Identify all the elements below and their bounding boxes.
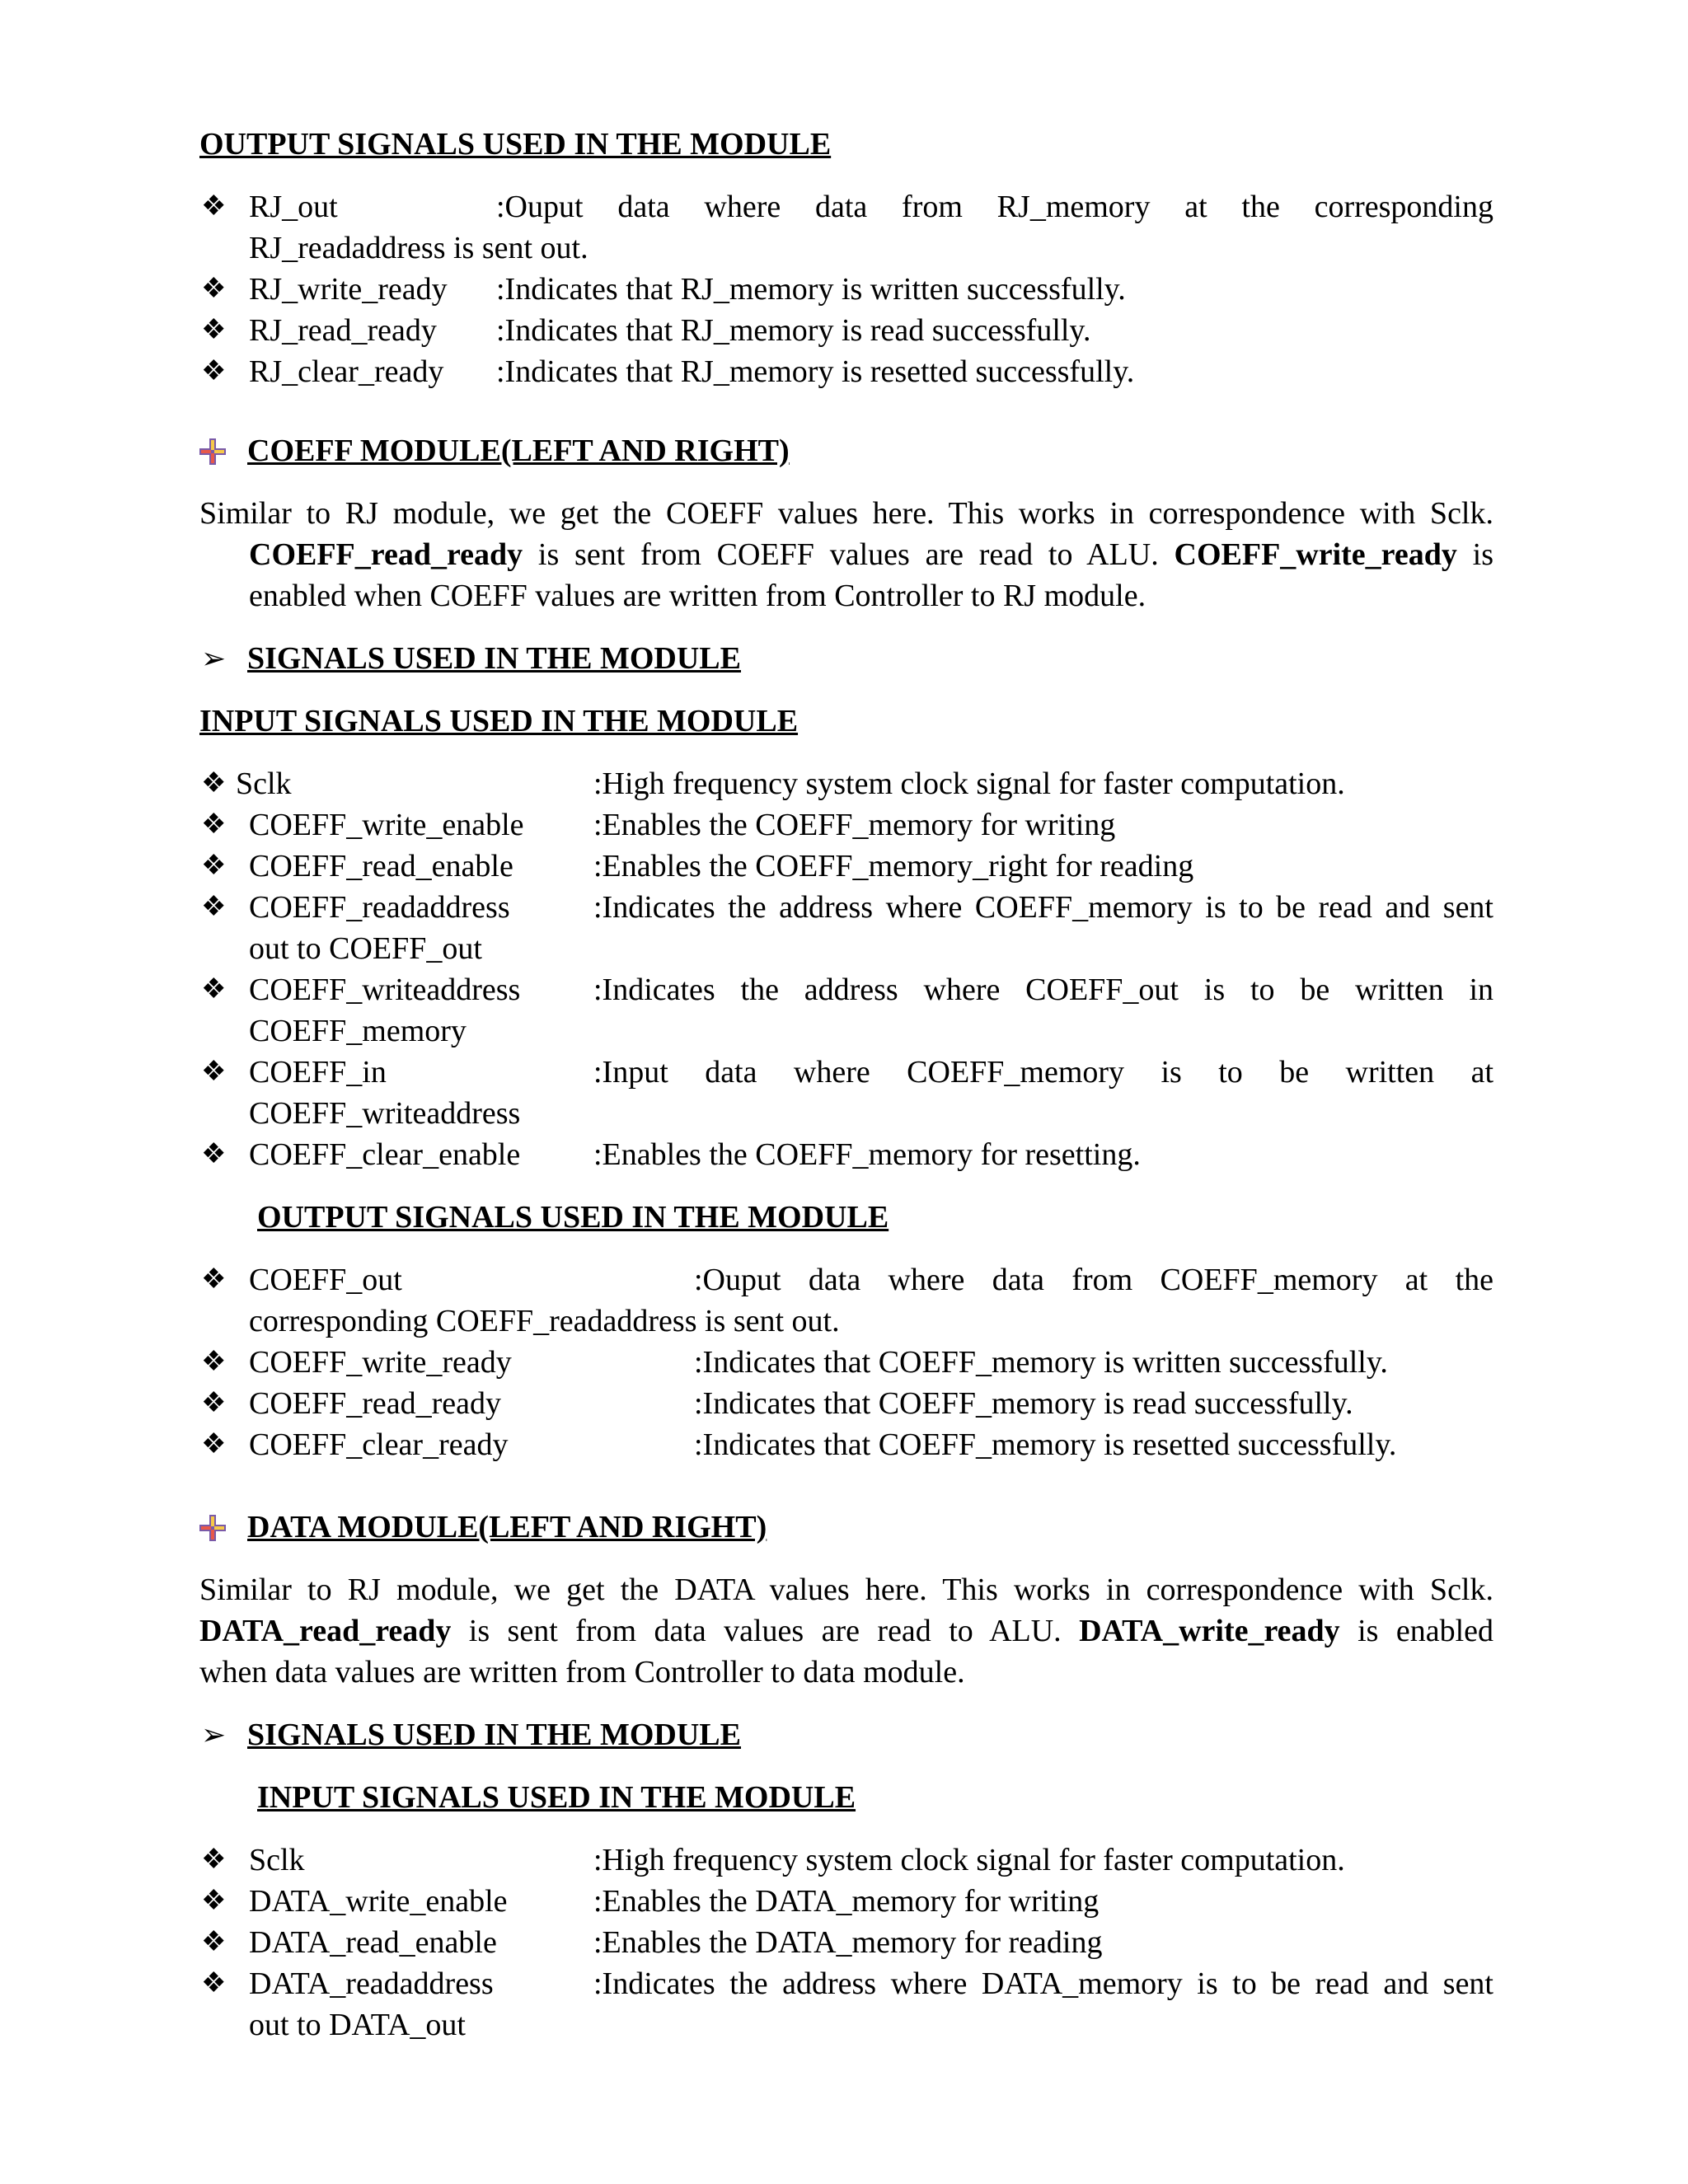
bullet-icon: ❖ xyxy=(201,1968,227,1999)
signal-desc: :Indicates that COEFF_memory is read successfully. xyxy=(694,1386,1353,1421)
bullet-icon: ❖ xyxy=(201,768,227,799)
bullet-icon: ❖ xyxy=(201,356,227,387)
bullet-icon: ❖ xyxy=(201,1057,227,1087)
data-para-text: is sent from data values are read to ALU. xyxy=(451,1614,1080,1648)
section-plus-icon xyxy=(198,1513,227,1543)
coeff-module-title: COEFF MODULE(LEFT AND RIGHT) xyxy=(247,434,790,468)
data-write-ready-term: DATA_write_ready xyxy=(1079,1614,1340,1648)
signal-desc: :Indicates that COEFF_memory is written successfully. xyxy=(694,1345,1388,1380)
bullet-icon: ❖ xyxy=(201,851,227,881)
coeff-input-heading: INPUT SIGNALS USED IN THE MODULE xyxy=(199,704,799,738)
data-para-line-2 xyxy=(199,1610,1493,1652)
bullet-icon: ❖ xyxy=(201,974,227,1005)
bullet-icon: ❖ xyxy=(201,809,227,840)
signal-desc: :Enables the COEFF_memory_right for reading xyxy=(593,849,1194,883)
bullet-icon: ❖ xyxy=(201,1429,227,1460)
coeff-output-heading: OUTPUT SIGNALS USED IN THE MODULE xyxy=(257,1200,889,1235)
data-para-text: is enabled xyxy=(1339,1614,1493,1648)
coeff-para-line-1: Similar to RJ module, we get the COEFF values here. This works in correspondence with Sclk. xyxy=(199,496,1493,531)
signal-desc: :Indicates that RJ_memory is read successfully. xyxy=(496,313,1091,348)
signal-desc-cont: COEFF_writeaddress xyxy=(249,1096,521,1131)
signal-name: COEFF_writeaddress xyxy=(249,972,521,1007)
signal-desc: :Indicates the address where DATA_memory is to be read and sent xyxy=(593,1966,1493,2001)
signal-desc: :Ouput data where data from RJ_memory at the corresponding xyxy=(496,190,1493,224)
signal-desc-cont: COEFF_memory xyxy=(249,1014,467,1048)
data-module-title: DATA MODULE(LEFT AND RIGHT) xyxy=(247,1510,767,1544)
signal-name: DATA_read_enable xyxy=(249,1925,497,1960)
signal-desc-cont: corresponding COEFF_readaddress is sent out. xyxy=(249,1304,840,1338)
signal-desc: :Indicates the address where COEFF_memory is to be read and sent xyxy=(593,890,1493,925)
signal-name: COEFF_read_ready xyxy=(249,1386,502,1421)
bullet-icon: ❖ xyxy=(201,274,227,304)
bullet-icon: ❖ xyxy=(201,191,227,222)
signal-desc: :Enables the DATA_memory for writing xyxy=(593,1884,1100,1919)
coeff-para-text: is xyxy=(1456,537,1493,572)
signal-name: DATA_write_enable xyxy=(249,1884,508,1919)
bullet-icon: ❖ xyxy=(201,1844,227,1875)
signal-name: COEFF_readaddress xyxy=(249,890,510,925)
signal-name: DATA_readaddress xyxy=(249,1966,494,2001)
signal-desc: :Ouput data where data from COEFF_memory at the xyxy=(694,1263,1493,1297)
data-input-heading: INPUT SIGNALS USED IN THE MODULE xyxy=(257,1780,856,1815)
signal-name: COEFF_clear_ready xyxy=(249,1427,509,1462)
signal-desc: :Indicates the address where COEFF_out is to be written in xyxy=(593,972,1493,1007)
signal-desc: :Indicates that RJ_memory is resetted successfully. xyxy=(496,354,1135,389)
signal-name: COEFF_read_enable xyxy=(249,849,513,883)
signal-desc: :High frequency system clock signal for faster computation. xyxy=(593,1843,1345,1877)
signal-name: COEFF_write_enable xyxy=(249,808,524,842)
bullet-icon: ❖ xyxy=(201,1388,227,1418)
arrow-bullet-icon: ➢ xyxy=(201,1718,227,1751)
signal-name: COEFF_write_ready xyxy=(249,1345,512,1380)
signal-desc-cont: RJ_readaddress is sent out. xyxy=(249,231,588,265)
coeff-para-text: is sent from COEFF values are read to ALU. xyxy=(523,537,1175,572)
coeff-para-line-2 xyxy=(199,534,1493,575)
signal-desc: :High frequency system clock signal for faster computation. xyxy=(593,766,1345,801)
signal-desc: :Input data where COEFF_memory is to be written at xyxy=(593,1055,1493,1090)
rj-output-heading: OUTPUT SIGNALS USED IN THE MODULE xyxy=(199,127,832,162)
signal-desc: :Indicates that RJ_memory is written successfully. xyxy=(496,272,1126,307)
signal-name: Sclk xyxy=(249,1843,305,1877)
signal-name: COEFF_in xyxy=(249,1055,387,1090)
signal-desc-cont: out to COEFF_out xyxy=(249,931,482,966)
data-para-line-3: when data values are written from Controller to data module. xyxy=(199,1655,965,1690)
data-para-line-1: Similar to RJ module, we get the DATA values here. This works in correspondence with Sclk. xyxy=(199,1572,1493,1607)
bullet-icon: ❖ xyxy=(201,1347,227,1377)
signal-name: Sclk xyxy=(236,766,292,801)
data-read-ready-term: DATA_read_ready xyxy=(199,1614,452,1648)
coeff-signals-heading: SIGNALS USED IN THE MODULE xyxy=(247,641,742,676)
section-plus-icon xyxy=(198,437,227,466)
arrow-bullet-icon: ➢ xyxy=(201,642,227,675)
bullet-icon: ❖ xyxy=(201,315,227,345)
signal-desc: :Enables the DATA_memory for reading xyxy=(593,1925,1103,1960)
signal-name: RJ_read_ready xyxy=(249,313,437,348)
signal-desc: :Enables the COEFF_memory for writing xyxy=(593,808,1116,842)
coeff-write-ready-term: COEFF_write_ready xyxy=(1174,537,1457,572)
signal-name: RJ_write_ready xyxy=(249,272,448,307)
bullet-icon: ❖ xyxy=(201,1139,227,1169)
signal-name: RJ_clear_ready xyxy=(249,354,444,389)
coeff-read-ready-term: COEFF_read_ready xyxy=(249,537,523,572)
signal-name: RJ_out xyxy=(249,190,338,224)
signal-desc: :Indicates that COEFF_memory is resetted successfully. xyxy=(694,1427,1397,1462)
signal-desc: :Enables the COEFF_memory for resetting. xyxy=(593,1137,1141,1172)
bullet-icon: ❖ xyxy=(201,1927,227,1957)
signal-desc-cont: out to DATA_out xyxy=(249,2008,466,2042)
data-signals-heading: SIGNALS USED IN THE MODULE xyxy=(247,1718,742,1752)
signal-name: COEFF_out xyxy=(249,1263,402,1297)
coeff-para-line-3: enabled when COEFF values are written from Controller to RJ module. xyxy=(249,579,1146,613)
signal-name: COEFF_clear_enable xyxy=(249,1137,521,1172)
bullet-icon: ❖ xyxy=(201,1264,227,1295)
bullet-icon: ❖ xyxy=(201,892,227,922)
bullet-icon: ❖ xyxy=(201,1886,227,1916)
